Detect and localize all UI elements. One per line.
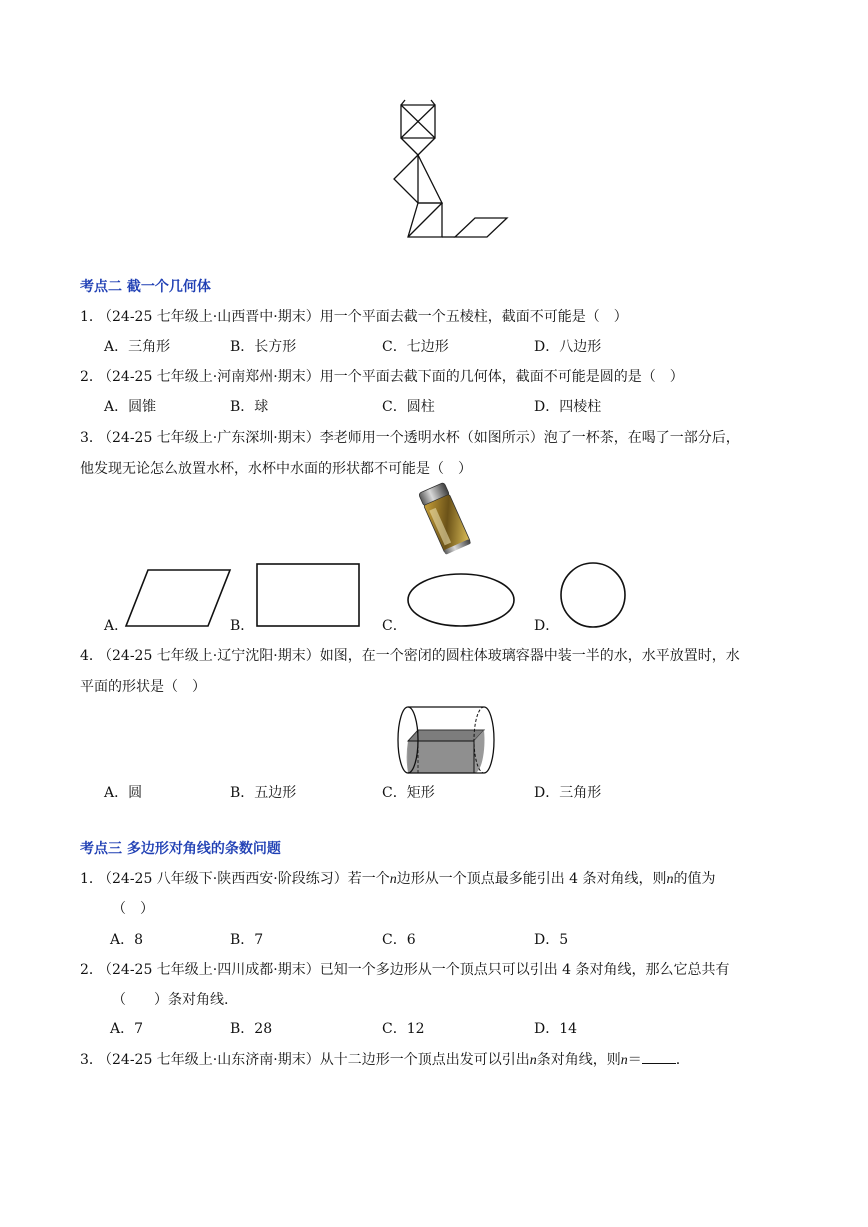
question-number: 3． xyxy=(80,1052,103,1068)
section-title-polygon-diagonals: 考点三 多边形对角线的条数问题 xyxy=(80,841,281,857)
option-d[interactable]: D．14 xyxy=(534,1021,578,1037)
question-text-line1: （24-25 七年级上·广东深圳·期末）李老师用一个透明水杯（如图所示）泡了一杯茶，在喝了一部分后， xyxy=(98,430,740,446)
question-number: 4． xyxy=(80,648,103,664)
text-part: （24-25 七年级上·山东济南·期末）从十二边形一个顶点出发可以引出 xyxy=(98,1052,530,1068)
rectangle-shape xyxy=(256,563,362,629)
option-b[interactable]: B．五边形 xyxy=(230,785,297,801)
option-d[interactable]: D．三角形 xyxy=(534,785,602,801)
option-a[interactable]: A．7 xyxy=(110,1021,144,1037)
option-b[interactable]: B．长方形 xyxy=(230,339,297,355)
cylinder-container-figure xyxy=(396,703,496,777)
question-number: 1． xyxy=(80,871,103,887)
question-number: 3． xyxy=(80,430,103,446)
option-c[interactable]: C． xyxy=(382,618,407,634)
option-a[interactable]: A．圆锥 xyxy=(104,399,157,415)
question-text: （24-25 七年级上·山西晋中·期末）用一个平面去截一个五棱柱，截面不可能是（ ） xyxy=(98,309,628,325)
option-c[interactable]: C．矩形 xyxy=(382,785,435,801)
answer-blank[interactable] xyxy=(642,1051,676,1064)
variable-n: n xyxy=(620,1053,628,1068)
question-number: 2． xyxy=(80,962,103,978)
option-d[interactable]: D．四棱柱 xyxy=(534,399,602,415)
option-c[interactable]: C．七边形 xyxy=(382,339,449,355)
variable-n: n xyxy=(666,872,674,887)
option-d[interactable]: D． xyxy=(534,618,560,634)
variable-n: n xyxy=(529,1053,537,1068)
option-b[interactable]: B． xyxy=(230,618,255,634)
option-a[interactable]: A．三角形 xyxy=(104,339,171,355)
option-d[interactable]: D．八边形 xyxy=(534,339,602,355)
equals-sign: ＝ xyxy=(627,1052,642,1068)
text-part: 的值为 xyxy=(673,871,716,887)
question-text-line2: （ ）条对角线. xyxy=(112,992,229,1008)
question-number: 2． xyxy=(80,369,103,385)
option-b[interactable]: B．球 xyxy=(230,399,269,415)
question-text-line2: 平面的形状是（ ） xyxy=(80,679,206,695)
question-number: 1． xyxy=(80,309,103,325)
option-c[interactable]: C．12 xyxy=(382,1021,425,1037)
tangram-cat-figure xyxy=(380,100,520,245)
option-b[interactable]: B．28 xyxy=(230,1021,273,1037)
option-c[interactable]: C．圆柱 xyxy=(382,399,435,415)
text-part: . xyxy=(675,1052,681,1068)
section-title-cut-solid: 考点二 截一个几何体 xyxy=(80,279,211,295)
option-a[interactable]: A． xyxy=(104,618,129,634)
question-text-line1 xyxy=(98,868,716,888)
option-a[interactable]: A．8 xyxy=(110,932,144,948)
water-cup-image xyxy=(412,483,478,555)
option-a[interactable]: A．圆 xyxy=(104,785,143,801)
question-text-line2: （ ） xyxy=(112,901,154,917)
parallelogram-shape xyxy=(126,568,232,628)
question-text-line2: 他发现无论怎么放置水杯，水杯中水面的形状都不可能是（ ） xyxy=(80,461,472,477)
ellipse-shape xyxy=(406,572,516,630)
option-c[interactable]: C．6 xyxy=(382,932,416,948)
variable-n: n xyxy=(389,872,397,887)
circle-shape xyxy=(559,562,629,630)
text-part: 条对角线，则 xyxy=(536,1052,621,1068)
text-part: （24-25 八年级下·陕西西安·阶段练习）若一个 xyxy=(98,871,390,887)
option-d[interactable]: D．5 xyxy=(534,932,569,948)
option-b[interactable]: B．7 xyxy=(230,932,264,948)
question-text: （24-25 七年级上·河南郑州·期末）用一个平面去截下面的几何体，截面不可能是圆的是（ ） xyxy=(98,369,684,385)
question-text-line1 xyxy=(98,1049,680,1069)
text-part: 边形从一个顶点最多能引出 4 条对角线，则 xyxy=(396,871,667,887)
question-text-line1: （24-25 七年级上·辽宁沈阳·期末）如图，在一个密闭的圆柱体玻璃容器中装一半的水，水平放置时，水 xyxy=(98,648,740,664)
question-text-line1: （24-25 七年级上·四川成都·期末）已知一个多边形从一个顶点只可以引出 4 条对角线，那么它总共有 xyxy=(98,962,730,978)
